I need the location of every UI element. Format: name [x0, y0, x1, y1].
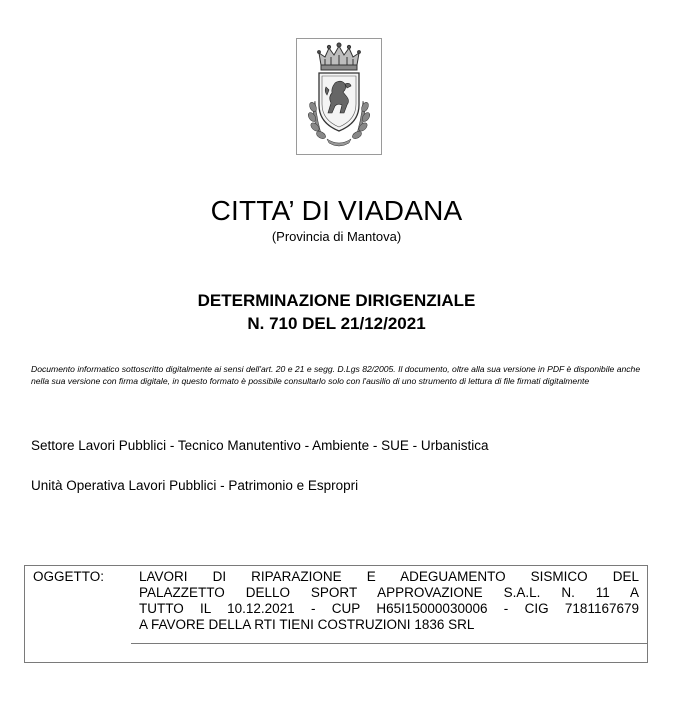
subject-line: TUTTO IL 10.12.2021 - CUP H65I15000030006 - CIG 7181167679 [139, 601, 639, 616]
subject-divider [131, 643, 647, 644]
subject-line: PALAZZETTO DELLO SPORT APPROVAZIONE S.A.L. N. 11 A [139, 585, 639, 600]
city-name: CITTA’ DI VIADANA [210, 195, 463, 226]
document-number: N. 710 DEL 21/12/2021 [247, 314, 426, 333]
document-type: DETERMINAZIONE DIRIGENZIALE [197, 291, 476, 310]
subject-label: OGGETTO: [33, 569, 105, 584]
coat-of-arms-frame [296, 38, 382, 155]
sector-line: Settore Lavori Pubblici - Tecnico Manutentivo - Ambiente - SUE - Urbanistica [31, 438, 489, 453]
operative-unit-line: Unità Operativa Lavori Pubblici - Patrimonio e Espropri [31, 478, 359, 493]
subject-text [139, 569, 639, 633]
subject-line: A FAVORE DELLA RTI TIENI COSTRUZIONI 1836 SRL [139, 617, 475, 632]
province-name: (Provincia di Mantova) [271, 229, 402, 244]
subject-box [24, 565, 648, 663]
digital-signature-notice: Documento informatico sottoscritto digitalmente ai sensi dell'art. 20 e 21 e segg. D.Lgs 82/2005. Il documento, oltre alla sua versione in PDF è disponibile anche nella sua versione con firma digitale, in questo formato è possibile consultarlo solo con l'ausilio di uno strumento di lettura di file firmati digitalmente [31, 364, 641, 386]
city-coat-of-arms-icon [297, 39, 381, 154]
subject-line: LAVORI DI RIPARAZIONE E ADEGUAMENTO SISMICO DEL [139, 569, 639, 584]
